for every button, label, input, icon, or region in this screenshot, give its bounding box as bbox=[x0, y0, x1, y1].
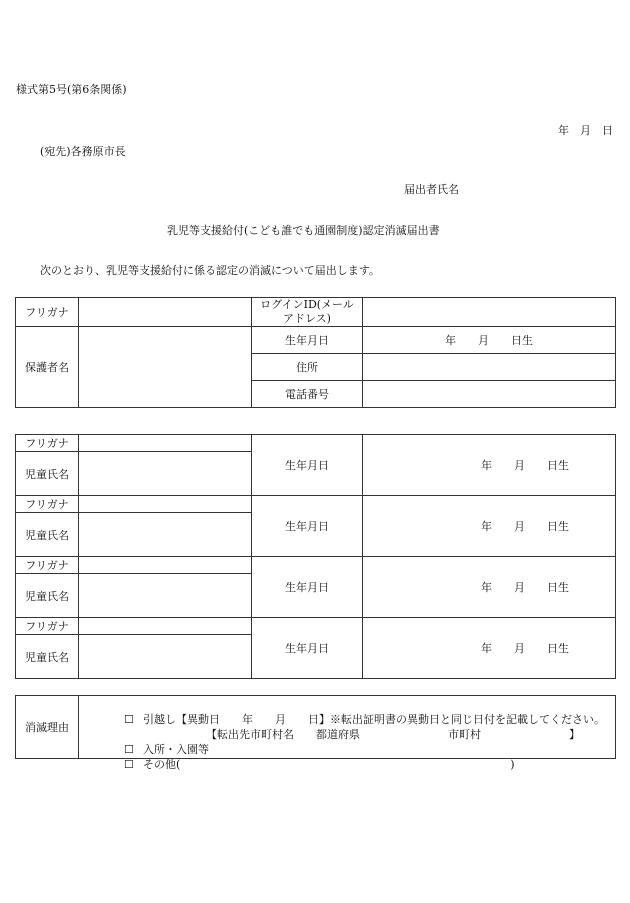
admission-checkbox[interactable]: ☐ bbox=[123, 743, 134, 756]
guardian-furigana-label: フリガナ bbox=[16, 298, 79, 327]
other-checkbox[interactable]: ☐ bbox=[123, 758, 134, 771]
notifier-name-label: 届出者氏名 bbox=[404, 183, 459, 196]
intro-text: 次のとおり、乳児等支援給付に係る認定の消滅について届出します。 bbox=[40, 264, 380, 277]
guardian-furigana-field[interactable] bbox=[79, 298, 252, 327]
child-name-label: 児童氏名 bbox=[16, 635, 79, 679]
admission-option-text: 入所・入園等 bbox=[142, 743, 209, 756]
child-furigana-label: フリガナ bbox=[16, 496, 79, 513]
other-option-text: その他( ) bbox=[142, 758, 515, 771]
children-table bbox=[15, 434, 616, 679]
child-birthdate-field[interactable]: 年 月 日生 bbox=[363, 496, 616, 557]
child-furigana-label: フリガナ bbox=[16, 435, 79, 452]
guardian-name-field[interactable] bbox=[79, 327, 252, 408]
child-name-field[interactable] bbox=[79, 635, 252, 679]
form-number: 様式第5号(第6条関係) bbox=[16, 83, 127, 96]
child-name-label: 児童氏名 bbox=[16, 574, 79, 618]
child-name-field[interactable] bbox=[79, 452, 252, 496]
child-furigana-field[interactable] bbox=[79, 557, 252, 574]
guardian-address-label: 住所 bbox=[252, 354, 363, 381]
child-name-field[interactable] bbox=[79, 513, 252, 557]
child-furigana-field[interactable] bbox=[79, 618, 252, 635]
child-furigana-label: フリガナ bbox=[16, 618, 79, 635]
child-birthdate-label: 生年月日 bbox=[252, 435, 363, 496]
child-birthdate-label: 生年月日 bbox=[252, 618, 363, 679]
guardian-phone-field[interactable] bbox=[363, 381, 616, 408]
child-birthdate-field[interactable]: 年 月 日生 bbox=[363, 557, 616, 618]
child-birthdate-label: 生年月日 bbox=[252, 496, 363, 557]
login-id-label-line2: アドレス) bbox=[283, 312, 331, 325]
reason-table bbox=[15, 695, 616, 771]
child-name-field[interactable] bbox=[79, 574, 252, 618]
guardian-birthdate-field[interactable]: 年 月 日生 bbox=[363, 327, 616, 354]
reason-label: 消滅理由 bbox=[16, 696, 79, 759]
document-title: 乳児等支援給付(こども誰でも通園制度)認定消滅届出書 bbox=[167, 224, 440, 237]
child-furigana-label: フリガナ bbox=[16, 557, 79, 574]
guardian-table bbox=[15, 297, 616, 408]
child-name-label: 児童氏名 bbox=[16, 452, 79, 496]
guardian-birthdate-label: 生年月日 bbox=[252, 327, 363, 354]
child-birthdate-field[interactable]: 年 月 日生 bbox=[363, 435, 616, 496]
login-id-label-line1: ログインID(メール bbox=[260, 298, 354, 311]
child-name-label: 児童氏名 bbox=[16, 513, 79, 557]
login-id-label bbox=[252, 298, 363, 327]
child-birthdate-label: 生年月日 bbox=[252, 557, 363, 618]
addressee: (宛先)各務原市長 bbox=[40, 145, 126, 158]
guardian-phone-label: 電話番号 bbox=[252, 381, 363, 408]
child-furigana-field[interactable] bbox=[79, 496, 252, 513]
move-checkbox[interactable]: ☐ bbox=[123, 713, 134, 726]
submission-date: 年 月 日 bbox=[558, 124, 613, 137]
move-option-text: 引越し【異動日 年 月 日】※転出証明書の異動日と同じ日付を記載してください。 bbox=[142, 713, 605, 726]
login-id-field[interactable] bbox=[363, 298, 616, 327]
reason-option-move bbox=[96, 697, 615, 726]
child-birthdate-field[interactable]: 年 月 日生 bbox=[363, 618, 616, 679]
child-furigana-field[interactable] bbox=[79, 435, 252, 452]
move-destination-text: 【転出先市町村名 都道府県 市町村 】 bbox=[205, 728, 580, 741]
guardian-address-field[interactable] bbox=[363, 354, 616, 381]
reason-options bbox=[79, 696, 616, 771]
guardian-name-label: 保護者名 bbox=[16, 327, 79, 408]
